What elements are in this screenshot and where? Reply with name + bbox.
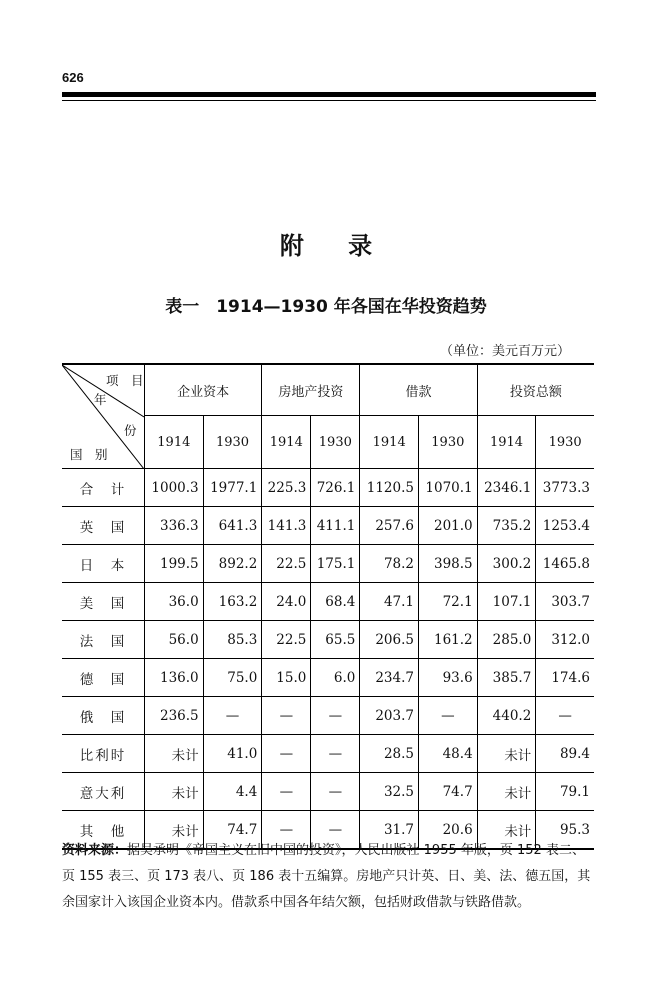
page-number: 626 [62, 70, 84, 85]
value-cell: 4.4 [203, 773, 262, 811]
value-cell: 203.7 [360, 697, 419, 735]
value-cell: — [262, 773, 311, 811]
value-cell: 95.3 [536, 811, 594, 850]
table-header-row-groups [62, 364, 594, 416]
unit-note: （单位：美元百万元） [439, 344, 570, 359]
value-cell: 47.1 [360, 583, 419, 621]
country-cell: 其 他 [62, 811, 145, 850]
year-header: 1914 [360, 416, 419, 469]
value-cell: 20.6 [419, 811, 478, 850]
value-cell: 未计 [477, 811, 536, 850]
value-cell: 79.1 [536, 773, 594, 811]
investment-table [62, 363, 594, 850]
value-cell: 411.1 [311, 507, 360, 545]
value-cell: 未计 [145, 735, 204, 773]
value-cell: — [311, 773, 360, 811]
value-cell: 74.7 [419, 773, 478, 811]
value-cell: 726.1 [311, 469, 360, 507]
value-cell: — [311, 811, 360, 850]
year-header: 1914 [262, 416, 311, 469]
country-cell: 法 国 [62, 621, 145, 659]
value-cell: 22.5 [262, 621, 311, 659]
value-cell: — [419, 697, 478, 735]
value-cell: 440.2 [477, 697, 536, 735]
value-cell: 1070.1 [419, 469, 478, 507]
table-corner-cell [62, 364, 145, 469]
source-note [62, 838, 596, 916]
group-header-enterprise: 企业资本 [145, 364, 262, 416]
value-cell: 136.0 [145, 659, 204, 697]
header-rule-thin [62, 100, 596, 101]
value-cell: — [262, 811, 311, 850]
value-cell: 385.7 [477, 659, 536, 697]
table-title: 表一 1914—1930 年各国在华投资趋势 [165, 297, 487, 317]
country-cell: 意大利 [62, 773, 145, 811]
table-row [62, 469, 594, 507]
value-cell: 141.3 [262, 507, 311, 545]
year-header: 1930 [536, 416, 594, 469]
country-cell: 美 国 [62, 583, 145, 621]
year-header: 1930 [203, 416, 262, 469]
value-cell: 236.5 [145, 697, 204, 735]
value-cell: 163.2 [203, 583, 262, 621]
country-cell: 俄 国 [62, 697, 145, 735]
table-row [62, 583, 594, 621]
value-cell: 31.7 [360, 811, 419, 850]
value-cell: 6.0 [311, 659, 360, 697]
value-cell: 72.1 [419, 583, 478, 621]
value-cell: 234.7 [360, 659, 419, 697]
corner-year-label: 年 [94, 392, 107, 407]
value-cell: 22.5 [262, 545, 311, 583]
appendix-title: 附 录 [279, 232, 391, 260]
table-row [62, 621, 594, 659]
value-cell: 175.1 [311, 545, 360, 583]
value-cell: 225.3 [262, 469, 311, 507]
value-cell: 24.0 [262, 583, 311, 621]
value-cell: 89.4 [536, 735, 594, 773]
source-note-label: 资料来源： [62, 843, 128, 858]
value-cell: 65.5 [311, 621, 360, 659]
value-cell: 85.3 [203, 621, 262, 659]
value-cell: 41.0 [203, 735, 262, 773]
value-cell: — [536, 697, 594, 735]
value-cell: 28.5 [360, 735, 419, 773]
value-cell: 3773.3 [536, 469, 594, 507]
table-body [62, 469, 594, 850]
value-cell: 300.2 [477, 545, 536, 583]
value-cell: 2346.1 [477, 469, 536, 507]
value-cell: 未计 [477, 735, 536, 773]
value-cell: — [262, 735, 311, 773]
table-row [62, 735, 594, 773]
value-cell: 未计 [477, 773, 536, 811]
country-cell: 日 本 [62, 545, 145, 583]
country-cell: 英 国 [62, 507, 145, 545]
group-header-total: 投资总额 [477, 364, 594, 416]
year-header: 1914 [145, 416, 204, 469]
value-cell: 174.6 [536, 659, 594, 697]
country-cell: 比利时 [62, 735, 145, 773]
value-cell: 735.2 [477, 507, 536, 545]
value-cell: 未计 [145, 811, 204, 850]
value-cell: 15.0 [262, 659, 311, 697]
value-cell: 336.3 [145, 507, 204, 545]
value-cell: 1000.3 [145, 469, 204, 507]
value-cell: 48.4 [419, 735, 478, 773]
year-header: 1914 [477, 416, 536, 469]
value-cell: 1120.5 [360, 469, 419, 507]
header-rule-thick [62, 92, 596, 97]
group-header-real-estate: 房地产投资 [262, 364, 360, 416]
value-cell: 1465.8 [536, 545, 594, 583]
value-cell: 1977.1 [203, 469, 262, 507]
value-cell: 未计 [145, 773, 204, 811]
corner-year-label-2: 份 [124, 423, 137, 438]
group-header-loans: 借款 [360, 364, 477, 416]
table-row [62, 697, 594, 735]
value-cell: 107.1 [477, 583, 536, 621]
value-cell: 206.5 [360, 621, 419, 659]
country-cell: 合 计 [62, 469, 145, 507]
year-header: 1930 [311, 416, 360, 469]
value-cell: 201.0 [419, 507, 478, 545]
value-cell: 68.4 [311, 583, 360, 621]
value-cell: 75.0 [203, 659, 262, 697]
value-cell: 641.3 [203, 507, 262, 545]
value-cell: 892.2 [203, 545, 262, 583]
corner-country-label: 国 别 [70, 447, 108, 462]
table-row [62, 773, 594, 811]
value-cell: 1253.4 [536, 507, 594, 545]
value-cell: 78.2 [360, 545, 419, 583]
value-cell: 161.2 [419, 621, 478, 659]
value-cell: 36.0 [145, 583, 204, 621]
table-row [62, 507, 594, 545]
value-cell: — [311, 697, 360, 735]
source-note-text: 据吴承明《帝国主义在旧中国的投资》，人民出版社 1955 年版，页 152 表二、页 155 表三、页 173 表八、页 186 表十五编算。房地产只计英、日、美、法、德五国，其余国家计入该国企业资本内。借款系中国各年结欠额，包括财政借款与铁路借款。 [62, 843, 591, 910]
value-cell: 32.5 [360, 773, 419, 811]
value-cell: — [203, 697, 262, 735]
country-cell: 德 国 [62, 659, 145, 697]
table-row [62, 659, 594, 697]
value-cell: — [262, 697, 311, 735]
value-cell: 56.0 [145, 621, 204, 659]
table-row [62, 545, 594, 583]
value-cell: — [311, 735, 360, 773]
value-cell: 303.7 [536, 583, 594, 621]
value-cell: 93.6 [419, 659, 478, 697]
value-cell: 285.0 [477, 621, 536, 659]
value-cell: 74.7 [203, 811, 262, 850]
value-cell: 312.0 [536, 621, 594, 659]
value-cell: 257.6 [360, 507, 419, 545]
year-header: 1930 [419, 416, 478, 469]
corner-item-label: 项 目 [106, 373, 144, 388]
value-cell: 199.5 [145, 545, 204, 583]
value-cell: 398.5 [419, 545, 478, 583]
